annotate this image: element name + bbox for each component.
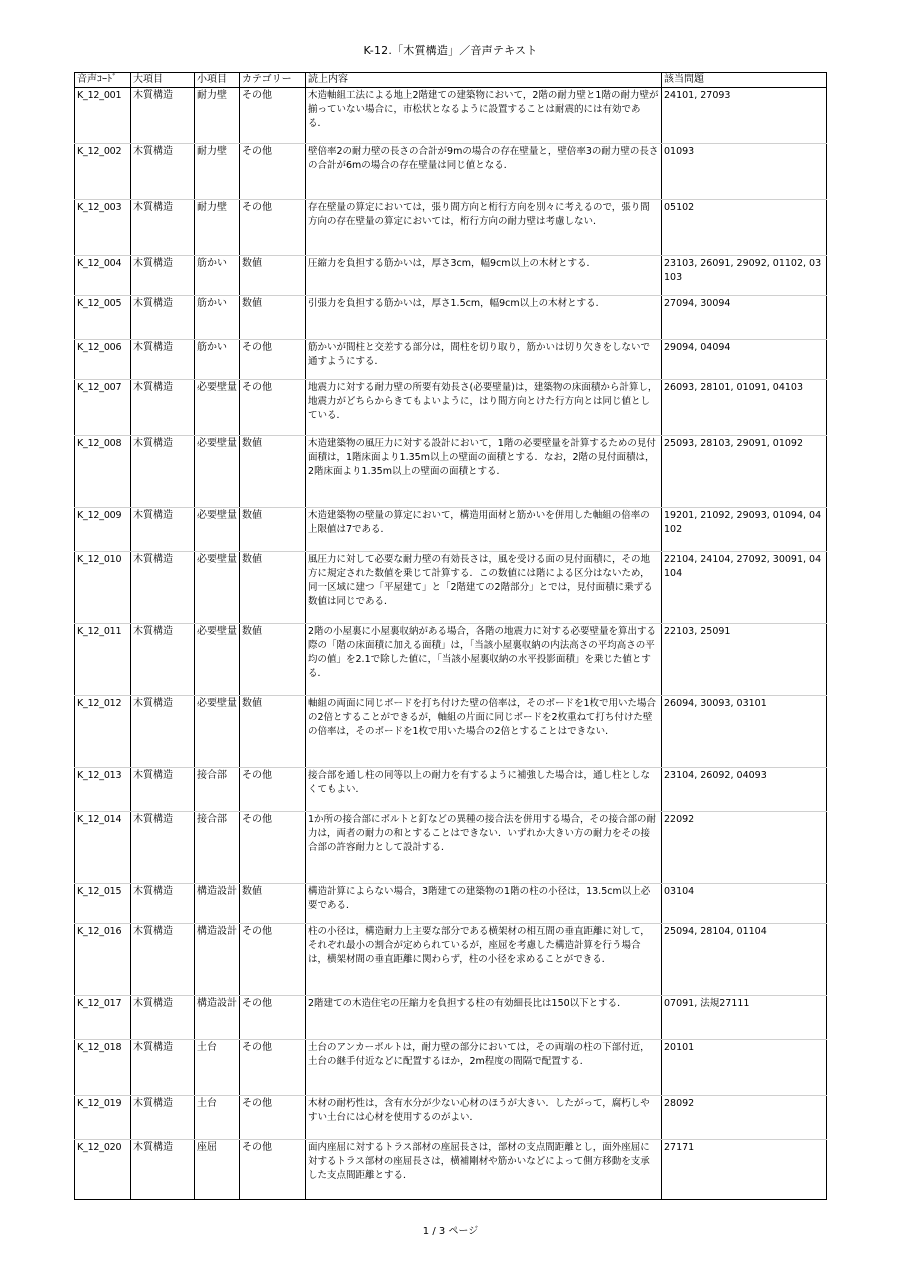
row-minor: 必要壁量 [195, 552, 240, 624]
row-text: 木造建築物の風圧力に対する設計において，1階の必要壁量を計算するための見付面積は，1階床面より1.35m以上の壁面の面積とする．なお，2階の見付面積は，2階床面より1.35m以上の壁面の面積とする． [306, 436, 662, 508]
row-category: その他 [240, 1140, 306, 1200]
row-minor: 必要壁量 [195, 380, 240, 436]
row-minor: 構造設計 [195, 996, 240, 1040]
row-code: K_12_016 [75, 924, 131, 996]
row-code: K_12_010 [75, 552, 131, 624]
row-major: 木質構造 [131, 1040, 195, 1096]
row-refs: 28092 [662, 1096, 827, 1140]
table-row [75, 144, 827, 200]
row-refs: 27094, 30094 [662, 296, 827, 340]
row-refs: 19201, 21092, 29093, 01094, 04102 [662, 508, 827, 552]
row-minor: 必要壁量 [195, 436, 240, 508]
row-major: 木質構造 [131, 200, 195, 256]
row-minor: 土台 [195, 1096, 240, 1140]
row-refs: 23103, 26091, 29092, 01102, 03103 [662, 256, 827, 296]
row-major: 木質構造 [131, 884, 195, 924]
row-minor: 筋かい [195, 340, 240, 380]
row-minor: 必要壁量 [195, 624, 240, 696]
row-refs: 22092 [662, 812, 827, 884]
row-category: 数値 [240, 296, 306, 340]
row-minor: 耐力壁 [195, 200, 240, 256]
row-refs: 24101, 27093 [662, 88, 827, 144]
row-major: 木質構造 [131, 996, 195, 1040]
row-major: 木質構造 [131, 768, 195, 812]
row-major: 木質構造 [131, 924, 195, 996]
row-text: 1か所の接合部にボルトと釘などの異種の接合法を併用する場合，その接合部の耐力は，両者の耐力の和とすることはできない．いずれか大きい方の耐力をその接合部の許容耐力として設計する． [306, 812, 662, 884]
row-minor: 接合部 [195, 812, 240, 884]
row-category: 数値 [240, 624, 306, 696]
row-major: 木質構造 [131, 380, 195, 436]
table-row [75, 296, 827, 340]
page-number: 1 / 3 ページ [422, 1226, 479, 1237]
row-minor: 耐力壁 [195, 144, 240, 200]
header-code: 音声ｺｰﾄﾞ [75, 73, 131, 88]
row-code: K_12_007 [75, 380, 131, 436]
row-code: K_12_003 [75, 200, 131, 256]
row-category: 数値 [240, 508, 306, 552]
row-code: K_12_004 [75, 256, 131, 296]
row-category: その他 [240, 812, 306, 884]
table-row [75, 256, 827, 296]
row-code: K_12_008 [75, 436, 131, 508]
row-code: K_12_012 [75, 696, 131, 768]
row-code: K_12_018 [75, 1040, 131, 1096]
row-minor: 筋かい [195, 256, 240, 296]
row-text: 軸組の両面に同じボードを打ち付けた壁の倍率は，そのボードを1枚で用いた場合の2倍とすることができるが，軸組の片面に同じボードを2枚重ねて打ち付けた壁の倍率は，そのボードを1枚で用いた場合の2倍とすることはできない． [306, 696, 662, 768]
row-code: K_12_015 [75, 884, 131, 924]
table-row [75, 552, 827, 624]
row-minor: 必要壁量 [195, 508, 240, 552]
row-text: 土台のアンカーボルトは，耐力壁の部分においては，その両端の柱の下部付近，土台の継手付近などに配置するほか，2m程度の間隔で配置する． [306, 1040, 662, 1096]
table-row [75, 1096, 827, 1140]
row-text: 接合部を通し柱の同等以上の耐力を有するように補強した場合は，通し柱としなくてもよい． [306, 768, 662, 812]
row-major: 木質構造 [131, 256, 195, 296]
table-row [75, 508, 827, 552]
row-text: 壁倍率2の耐力壁の長さの合計が9mの場合の存在壁量と，壁倍率3の耐力壁の長さの合計が6mの場合の存在壁量は同じ値となる． [306, 144, 662, 200]
row-category: 数値 [240, 552, 306, 624]
row-category: その他 [240, 1040, 306, 1096]
row-code: K_12_005 [75, 296, 131, 340]
row-text: 木材の耐朽性は，含有水分が少ない心材のほうが大きい．したがって，腐朽しやすい土台には心材を使用するのがよい． [306, 1096, 662, 1140]
row-minor: 接合部 [195, 768, 240, 812]
row-major: 木質構造 [131, 436, 195, 508]
row-major: 木質構造 [131, 296, 195, 340]
table-row [75, 436, 827, 508]
row-minor: 構造設計 [195, 924, 240, 996]
row-text: 存在壁量の算定においては，張り間方向と桁行方向を別々に考えるので，張り間方向の存在壁量の算定においては，桁行方向の耐力壁は考慮しない． [306, 200, 662, 256]
row-code: K_12_002 [75, 144, 131, 200]
row-code: K_12_006 [75, 340, 131, 380]
row-minor: 土台 [195, 1040, 240, 1096]
row-code: K_12_009 [75, 508, 131, 552]
row-refs: 20101 [662, 1040, 827, 1096]
row-major: 木質構造 [131, 812, 195, 884]
row-code: K_12_014 [75, 812, 131, 884]
header-text: 読上内容 [306, 73, 662, 88]
table-header-row [75, 73, 827, 88]
header-major: 大項目 [131, 73, 195, 88]
row-refs: 22103, 25091 [662, 624, 827, 696]
row-major: 木質構造 [131, 508, 195, 552]
row-code: K_12_019 [75, 1096, 131, 1140]
row-minor: 構造設計 [195, 884, 240, 924]
table-row [75, 884, 827, 924]
row-category: その他 [240, 380, 306, 436]
row-code: K_12_001 [75, 88, 131, 144]
row-major: 木質構造 [131, 88, 195, 144]
row-refs: 07091, 法規27111 [662, 996, 827, 1040]
row-refs: 05102 [662, 200, 827, 256]
document-title: K-12.「木質構造」／音声テキスト [363, 44, 538, 57]
row-category: 数値 [240, 884, 306, 924]
row-category: その他 [240, 340, 306, 380]
row-major: 木質構造 [131, 144, 195, 200]
row-text: 木造軸組工法による地上2階建ての建築物において，2階の耐力壁と1階の耐力壁が揃っていない場合に，市松状となるように設置することは耐震的には有効である． [306, 88, 662, 144]
table-row [75, 768, 827, 812]
table-row [75, 340, 827, 380]
row-refs: 29094, 04094 [662, 340, 827, 380]
table-row [75, 200, 827, 256]
row-category: その他 [240, 768, 306, 812]
row-major: 木質構造 [131, 1140, 195, 1200]
row-category: その他 [240, 144, 306, 200]
row-text: 木造建築物の壁量の算定において，構造用面材と筋かいを併用した軸組の倍率の上限値は7である． [306, 508, 662, 552]
row-refs: 26093, 28101, 01091, 04103 [662, 380, 827, 436]
table-row [75, 1140, 827, 1200]
row-category: その他 [240, 200, 306, 256]
row-text: 筋かいが間柱と交差する部分は，間柱を切り取り，筋かいは切り欠きをしないで通すようにする． [306, 340, 662, 380]
row-refs: 25093, 28103, 29091, 01092 [662, 436, 827, 508]
row-text: 圧縮力を負担する筋かいは，厚さ3cm，幅9cm以上の木材とする． [306, 256, 662, 296]
row-minor: 耐力壁 [195, 88, 240, 144]
header-refs: 該当問題 [662, 73, 827, 88]
table-row [75, 924, 827, 996]
header-category: カテゴリー [240, 73, 306, 88]
row-code: K_12_011 [75, 624, 131, 696]
row-major: 木質構造 [131, 1096, 195, 1140]
row-minor: 必要壁量 [195, 696, 240, 768]
table-row [75, 380, 827, 436]
row-refs: 26094, 30093, 03101 [662, 696, 827, 768]
row-category: 数値 [240, 436, 306, 508]
row-refs: 27171 [662, 1140, 827, 1200]
question-table [74, 72, 827, 1200]
row-major: 木質構造 [131, 552, 195, 624]
table-row [75, 624, 827, 696]
row-category: 数値 [240, 696, 306, 768]
row-refs: 22104, 24104, 27092, 30091, 04104 [662, 552, 827, 624]
row-text: 構造計算によらない場合，3階建ての建築物の1階の柱の小径は，13.5cm以上必要である． [306, 884, 662, 924]
row-refs: 23104, 26092, 04093 [662, 768, 827, 812]
table-row [75, 1040, 827, 1096]
row-code: K_12_013 [75, 768, 131, 812]
row-text: 風圧力に対して必要な耐力壁の有効長さは，風を受ける面の見付面積に，その地方に規定された数値を乗じて計算する．この数値には階による区分はないため，同一区域に建つ「平屋建て」と「2階建ての2階部分」とでは，見付面積に乗ずる数値は同じである． [306, 552, 662, 624]
table-body [75, 88, 827, 1200]
row-code: K_12_020 [75, 1140, 131, 1200]
row-category: その他 [240, 88, 306, 144]
row-major: 木質構造 [131, 340, 195, 380]
table-row [75, 696, 827, 768]
row-major: 木質構造 [131, 624, 195, 696]
header-minor: 小項目 [195, 73, 240, 88]
row-major: 木質構造 [131, 696, 195, 768]
row-text: 引張力を負担する筋かいは，厚さ1.5cm，幅9cm以上の木材とする． [306, 296, 662, 340]
row-text: 柱の小径は，構造耐力上主要な部分である横架材の相互間の垂直距離に対して，それぞれ最小の割合が定められているが，座屈を考慮した構造計算を行う場合は，横架材間の垂直距離に関わらず，柱の小径を求めることができる． [306, 924, 662, 996]
row-refs: 03104 [662, 884, 827, 924]
table-row [75, 996, 827, 1040]
row-minor: 筋かい [195, 296, 240, 340]
row-text: 2階の小屋裏に小屋裏収納がある場合，各階の地震力に対する必要壁量を算出する際の「階の床面積に加える面積」は，「当該小屋裏収納の内法高さの平均高さの平均の値」を2.1で除した値に，「当該小屋裏収納の水平投影面積」を乗じた値とする． [306, 624, 662, 696]
row-refs: 01093 [662, 144, 827, 200]
row-text: 2階建ての木造住宅の圧縮力を負担する柱の有効細長比は150以下とする． [306, 996, 662, 1040]
row-text: 地震力に対する耐力壁の所要有効長さ(必要壁量)は，建築物の床面積から計算し，地震力がどちらからきてもよいように，はり間方向とけた行方向とは同じ値としている． [306, 380, 662, 436]
row-refs: 25094, 28104, 01104 [662, 924, 827, 996]
row-category: その他 [240, 924, 306, 996]
table-row [75, 88, 827, 144]
row-category: その他 [240, 1096, 306, 1140]
row-category: 数値 [240, 256, 306, 296]
row-category: その他 [240, 996, 306, 1040]
table-row [75, 812, 827, 884]
row-code: K_12_017 [75, 996, 131, 1040]
row-minor: 座屈 [195, 1140, 240, 1200]
row-text: 面内座屈に対するトラス部材の座屈長さは，部材の支点間距離とし，面外座屈に対するトラス部材の座屈長さは，横補剛材や筋かいなどによって側方移動を支承した支点間距離とする． [306, 1140, 662, 1200]
